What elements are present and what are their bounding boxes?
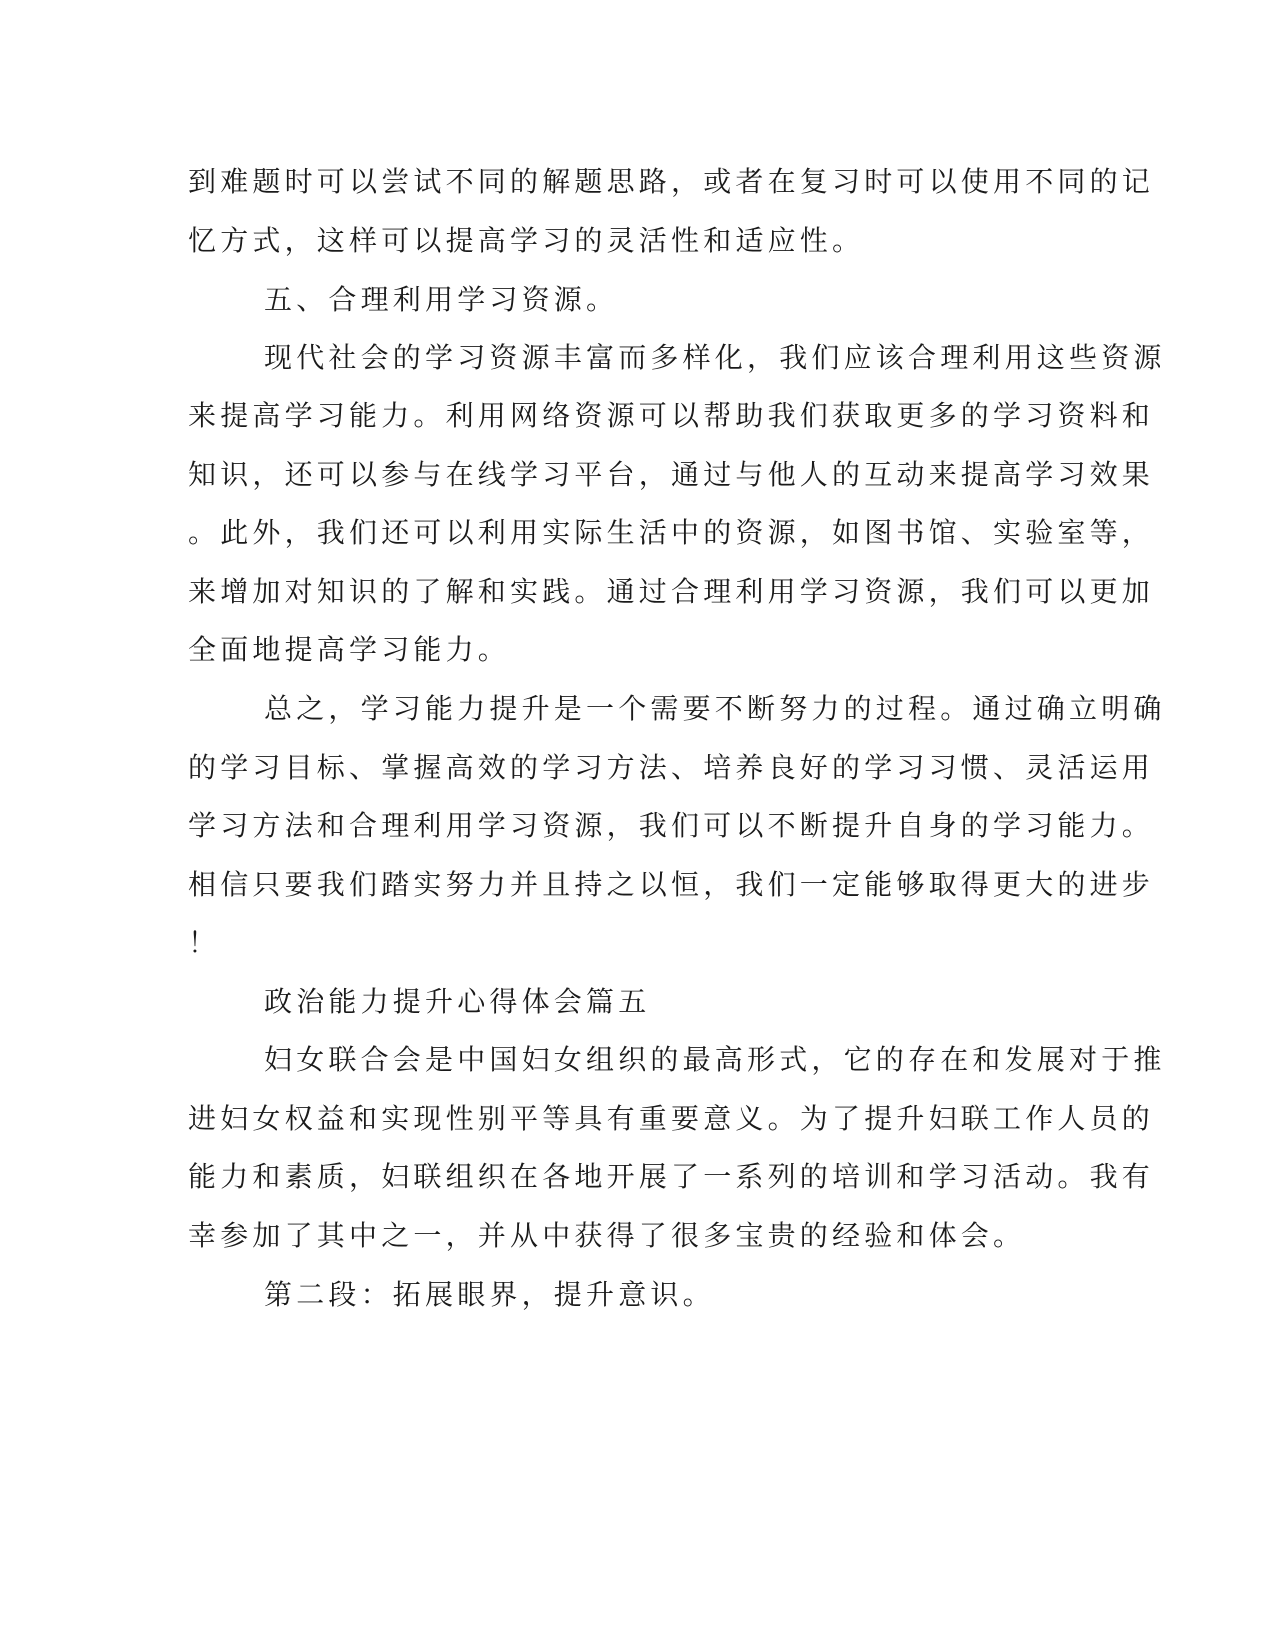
text-line: 总之，学习能力提升是一个需要不断努力的过程。通过确立明确 (264, 692, 1166, 725)
text-line: 知识，还可以参与在线学习平台，通过与他人的互动来提高学习效果 (188, 458, 1155, 491)
text-line: 。此外，我们还可以利用实际生活中的资源，如图书馆、实验室等， (188, 516, 1155, 549)
text-line: 相信只要我们踏实努力并且持之以恒，我们一定能够取得更大的进步 (188, 868, 1155, 901)
text-line: 全面地提高学习能力。 (188, 633, 511, 666)
text-line: 能力和素质，妇联组织在各地开展了一系列的培训和学习活动。我有 (188, 1160, 1155, 1193)
section-heading: 五、合理利用学习资源。 (264, 283, 619, 316)
text-line: 忆方式，这样可以提高学习的灵活性和适应性。 (188, 224, 865, 257)
section-heading: 政治能力提升心得体会篇五 (264, 985, 651, 1018)
text-line: 到难题时可以尝试不同的解题思路，或者在复习时可以使用不同的记 (188, 165, 1155, 198)
text-line: 进妇女权益和实现性别平等具有重要意义。为了提升妇联工作人员的 (188, 1102, 1155, 1135)
text-line: 的学习目标、掌握高效的学习方法、培养良好的学习习惯、灵活运用 (188, 751, 1155, 784)
section-heading: 第二段：拓展眼界，提升意识。 (264, 1278, 715, 1311)
text-line: 幸参加了其中之一，并从中获得了很多宝贵的经验和体会。 (188, 1219, 1026, 1252)
text-line: 学习方法和合理利用学习资源，我们可以不断提升自身的学习能力。 (188, 809, 1155, 842)
text-line: 来增加对知识的了解和实践。通过合理利用学习资源，我们可以更加 (188, 575, 1155, 608)
text-line: ！ (188, 926, 221, 959)
text-line: 来提高学习能力。利用网络资源可以帮助我们获取更多的学习资料和 (188, 399, 1155, 432)
text-line: 妇女联合会是中国妇女组织的最高形式，它的存在和发展对于推 (264, 1043, 1166, 1076)
text-line: 现代社会的学习资源丰富而多样化，我们应该合理利用这些资源 (264, 341, 1166, 374)
